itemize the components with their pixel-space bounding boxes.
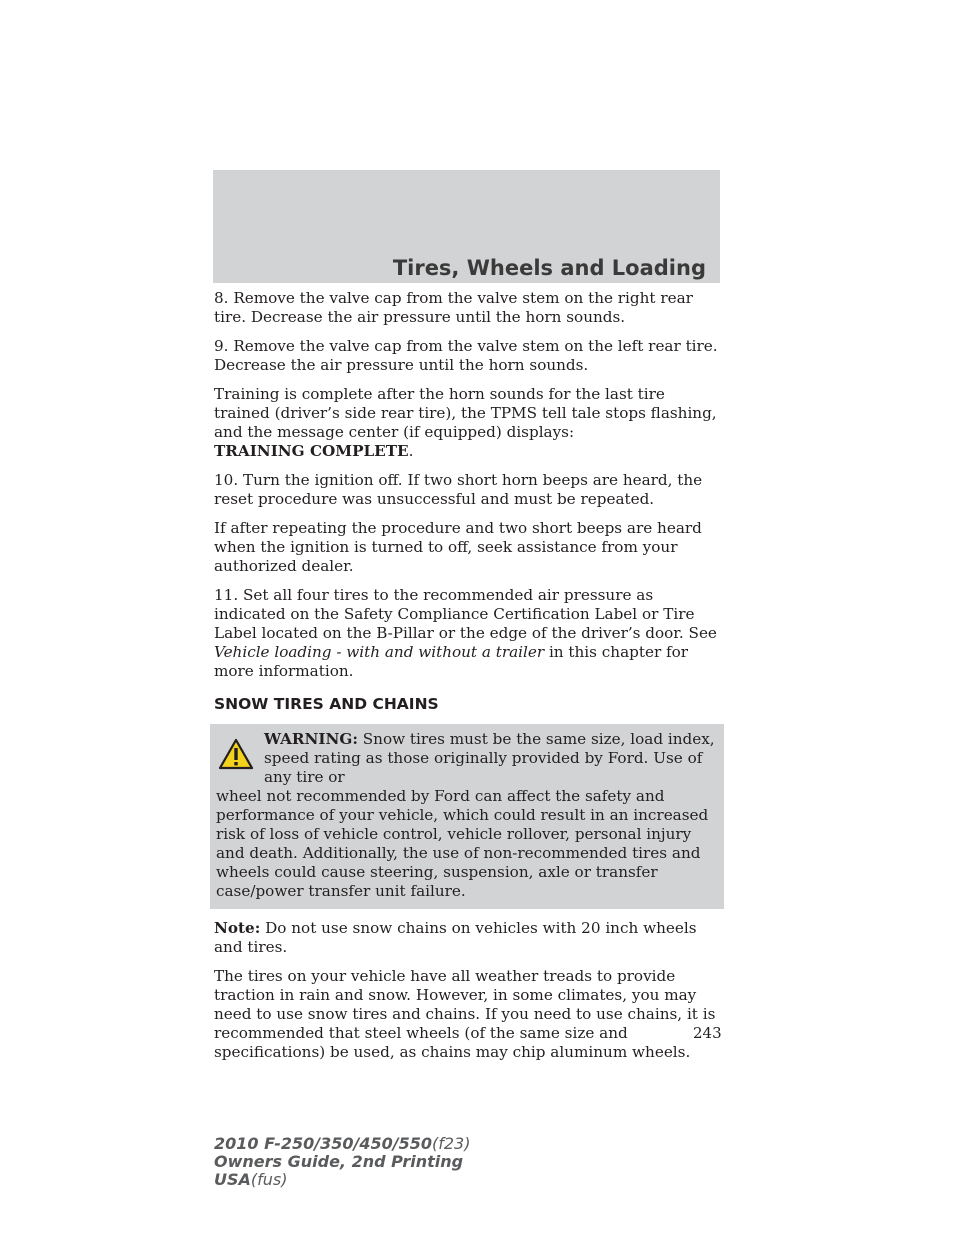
step-11-text: 11. Set all four tires to the recommended air pressure as indicated on the Safety Compliance Certification Label or Tire Label located on the B-Pillar or the edge of the driver’s door. See xyxy=(214,586,717,642)
note-paragraph xyxy=(214,919,722,957)
note-label: Note: xyxy=(214,919,261,937)
warning-label: WARNING: xyxy=(264,730,358,748)
footer-model-line xyxy=(214,1135,470,1153)
warning-first-lines xyxy=(216,730,720,787)
section-title: Tires, Wheels and Loading xyxy=(392,256,706,280)
step-11 xyxy=(214,586,722,681)
page-number: 243 xyxy=(693,1024,722,1042)
footer-region: USA xyxy=(214,1170,251,1189)
warning-triangle-icon xyxy=(218,738,254,770)
warning-line1: Snow tires must be the same size, load index, speed rating as those originally provided by Ford. Use of any tire or xyxy=(264,730,715,786)
step-10: 10. Turn the ignition off. If two short horn beeps are heard, the reset procedure was unsuccessful and must be repeated. xyxy=(214,471,703,508)
footer-region-line xyxy=(214,1171,470,1189)
step-11-end: in this chapter for more information. xyxy=(214,643,689,680)
page-content xyxy=(214,289,722,1072)
footer-model-code: (f23) xyxy=(432,1134,471,1153)
warning-rest: wheel not recommended by Ford can affect the safety and performance of your vehicle, which could result in an increased risk of loss of vehicle control, vehicle rollover, personal injury and death. Additionally, the use of non-recommended tires and wheels could cause steering, suspension, axle or transfer case/power transfer unit failure. xyxy=(216,787,709,900)
footer-region-code: (fus) xyxy=(250,1170,288,1189)
tires-paragraph: The tires on your vehicle have all weather treads to provide traction in rain and snow. However, in some climates, you may need to use snow tires and chains. If you need to use chains, it is recommended that steel wheels (of the same size and specifications) be used, as chains may chip aluminum wheels. xyxy=(214,967,716,1061)
warning-box xyxy=(210,724,724,909)
step-8: 8. Remove the valve cap from the valve stem on the right rear tire. Decrease the air pressure until the horn sounds. xyxy=(214,289,693,326)
training-paragraph: Training is complete after the horn sounds for the last tire trained (driver’s side rear tire), the TPMS tell tale stops flashing, and the message center (if equipped) displays: TRAINING COMPLETE. xyxy=(214,385,717,460)
footer-guide: Owners Guide, 2nd Printing xyxy=(214,1152,464,1171)
cross-reference: Vehicle loading - with and without a trailer xyxy=(214,643,545,661)
footer xyxy=(214,1135,470,1189)
repeat-paragraph: If after repeating the procedure and two short beeps are heard when the ignition is turned to off, seek assistance from your authorized dealer. xyxy=(214,519,702,575)
training-complete-message: TRAINING COMPLETE xyxy=(214,442,409,460)
snow-section-heading: SNOW TIRES AND CHAINS xyxy=(214,695,439,713)
header-band xyxy=(213,170,720,283)
training-text: Training is complete after the horn sounds for the last tire trained (driver’s side rear tire), the TPMS tell tale stops flashing, and the message center (if equipped) displays: xyxy=(214,385,717,441)
step-9: 9. Remove the valve cap from the valve stem on the left rear tire. Decrease the air pressure until the horn sounds. xyxy=(214,337,718,374)
note-text: Do not use snow chains on vehicles with 20 inch wheels and tires. xyxy=(214,919,697,956)
footer-model: 2010 F-250/350/450/550 xyxy=(214,1134,432,1153)
